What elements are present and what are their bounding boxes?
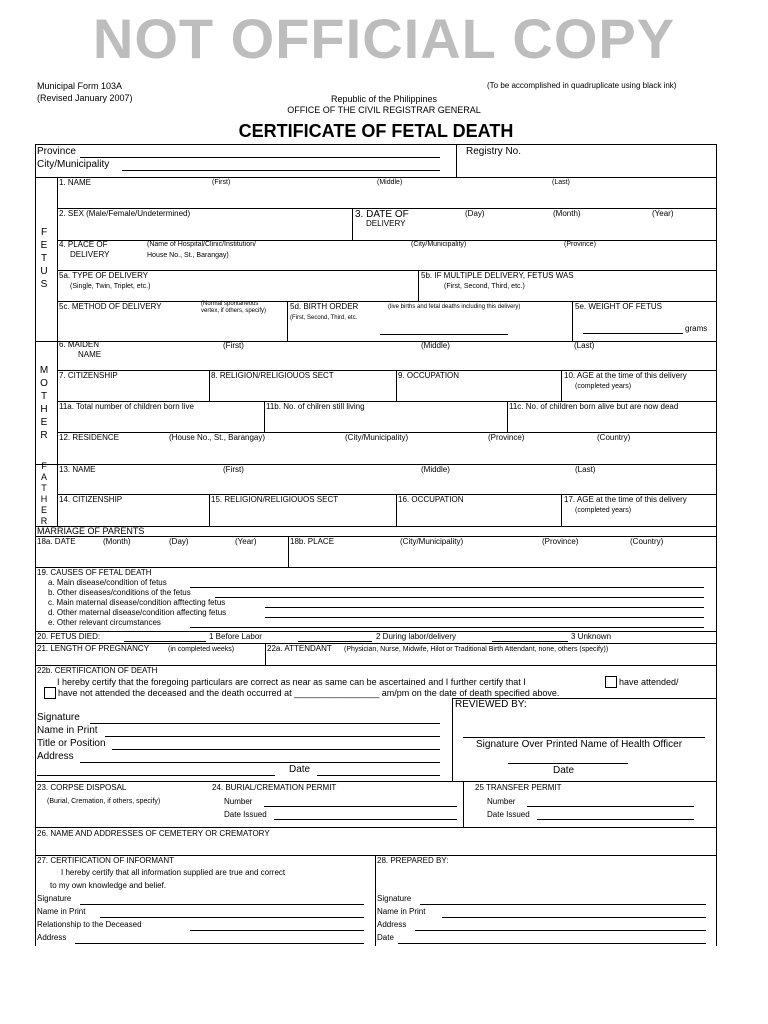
prepared-heading: 28. PREPARED BY: xyxy=(377,856,449,865)
informant-line1: I hereby certify that all information supplied are true and correct xyxy=(61,868,286,877)
registry-divider xyxy=(456,144,457,177)
fetus-order-hint: (live births and fetal deaths including this delivery) xyxy=(388,304,521,310)
informant-line2: to my own knowledge and belief. xyxy=(50,881,167,890)
fetus-middle-hint: (Middle) xyxy=(377,179,403,186)
burial-number-field[interactable] xyxy=(264,806,457,807)
province-label: Province xyxy=(37,146,76,157)
mother-last-hint: (Last) xyxy=(574,341,595,350)
father-citizenship-label: 14. CITIZENSHIP xyxy=(59,495,123,504)
marriage-year-hint: (Year) xyxy=(235,537,257,546)
transfer-permit-label: 25 TRANSFER PERMIT xyxy=(475,783,562,792)
col-line xyxy=(418,270,419,301)
informant-signature-label: Signature xyxy=(37,894,72,903)
frame-right xyxy=(716,144,717,946)
registry-no-label: Registry No. xyxy=(466,146,522,157)
col-line xyxy=(452,698,453,781)
cause-a-label: a. Main disease/condition of fetus xyxy=(48,578,167,587)
marriage-place-label: 18b. PLACE xyxy=(290,537,335,546)
fetus-multiple-hint: (First, Second, Third, etc.) xyxy=(444,283,525,290)
corpse-disposal-label: 23. CORPSE DISPOSAL xyxy=(37,783,127,792)
cause-c-label: c. Main maternal disease/condition afftecting fetus xyxy=(48,598,226,607)
prepared-signature-label: Signature xyxy=(377,894,412,903)
officer-signature-label: Signature Over Printed Name of Health Officer xyxy=(476,739,683,750)
fetus-pod-province: (Province) xyxy=(564,241,596,248)
prepared-address-label: Address xyxy=(377,920,407,929)
form-title: CERTIFICATE OF FETAL DEATH xyxy=(238,121,514,141)
died-before-label: 1 Before Labor xyxy=(209,632,262,641)
cert-name-label: Name in Print xyxy=(37,725,98,736)
prepared-address-field[interactable] xyxy=(415,930,706,931)
watermark: NOT OFFICIAL COPY xyxy=(92,7,676,70)
fetus-order-hint2: (First, Second, Third, etc. xyxy=(290,315,358,321)
mother-age-hint: (completed years) xyxy=(575,383,632,390)
mother-residence-label: 12. RESIDENCE xyxy=(59,433,120,442)
have-attended-label: have attended/ xyxy=(619,677,679,687)
fetus-order-label: 5d. BIRTH ORDER xyxy=(290,302,359,311)
fetus-dod-label2: DELIVERY xyxy=(366,219,406,228)
fetus-name-label: 1. NAME xyxy=(59,178,92,187)
residence-city-hint: (City/Municipality) xyxy=(345,433,409,442)
fetus-pod-label: 4. PLACE OF xyxy=(59,240,108,249)
burial-date-field[interactable] xyxy=(274,819,457,820)
officer-signature-field[interactable] xyxy=(463,737,705,738)
col-line xyxy=(265,643,266,665)
marriage-country-hint: (Country) xyxy=(630,537,664,546)
frame-left xyxy=(35,144,36,946)
col-line xyxy=(507,401,508,432)
cause-d-label: d. Other maternal disease/condition affecting fetus xyxy=(48,608,227,617)
cert-address-field2[interactable] xyxy=(37,775,275,776)
causes-heading: 19. CAUSES OF FETAL DEATH xyxy=(37,568,152,577)
certification-heading: 22b. CERTIFICATION OF DEATH xyxy=(37,666,158,675)
prepared-date-label: Date xyxy=(377,933,394,942)
fetus-type-label: 5a. TYPE OF DELIVERY xyxy=(59,271,149,280)
fetus-first-hint: (First) xyxy=(212,179,231,186)
republic-label: Republic of the Philippines xyxy=(330,94,438,104)
cert-name-field[interactable] xyxy=(105,736,440,737)
fetus-died-label: 20. FETUS DIED: xyxy=(37,632,101,641)
burial-number-label: Number xyxy=(224,797,253,806)
prepared-name-field[interactable] xyxy=(442,917,706,918)
have-not-attended-checkbox[interactable] xyxy=(44,687,56,699)
cert-title-field[interactable] xyxy=(112,749,440,750)
col-line xyxy=(396,370,397,401)
informant-address-field[interactable] xyxy=(75,943,364,944)
officer-date-field[interactable] xyxy=(508,763,628,764)
col-line xyxy=(264,401,265,432)
province-field[interactable] xyxy=(80,157,440,158)
cert-signature-label: Signature xyxy=(37,712,80,723)
mother-first-hint: (First) xyxy=(223,341,244,350)
mother-religion-label: 8. RELIGION/RELIGIOUOS SECT xyxy=(211,371,334,380)
fetus-year-hint: (Year) xyxy=(652,209,674,218)
cert-address-field[interactable] xyxy=(80,762,440,763)
certification-line2: have not attended the deceased and the death occurred at _________________ am/pm on the date of death specified above. xyxy=(58,688,560,698)
burial-permit-label: 24. BURIAL/CREMATION PERMIT xyxy=(212,783,337,792)
fetus-weight-label: 5e. WEIGHT OF FETUS xyxy=(575,302,662,311)
col-line xyxy=(463,781,464,827)
mother-maiden-label: 6. MAIDEN xyxy=(59,340,100,349)
died-unknown-field[interactable] xyxy=(492,641,568,642)
informant-signature-field[interactable] xyxy=(80,904,364,905)
revised-date: (Revised January 2007) xyxy=(37,93,133,103)
ink-instruction: (To be accomplished in quadruplicate using black ink) xyxy=(487,81,677,90)
died-unknown-label: 3 Unknown xyxy=(571,632,612,641)
transfer-number-field[interactable] xyxy=(527,806,694,807)
residence-house-hint: (House No., St., Barangay) xyxy=(169,433,266,442)
father-occupation-label: 16. OCCUPATION xyxy=(398,495,464,504)
form-number: Municipal Form 103A xyxy=(37,81,123,91)
transfer-date-label: Date Issued xyxy=(487,810,530,819)
informant-relationship-field[interactable] xyxy=(190,930,364,931)
fetus-multiple-label: 5b. IF MULTIPLE DELIVERY, FETUS WAS xyxy=(421,271,574,280)
marriage-province-hint: (Province) xyxy=(542,537,579,546)
cause-a-field[interactable] xyxy=(190,587,704,588)
father-religion-label: 15. RELIGION/RELIGIOUOS SECT xyxy=(211,495,339,504)
section-line xyxy=(35,827,716,828)
fetus-side-divider xyxy=(57,177,58,341)
marriage-date-label: 18a. DATE xyxy=(37,537,76,546)
row-line xyxy=(35,536,716,537)
section-line xyxy=(35,341,716,342)
attendant-label: 22a. ATTENDANT xyxy=(267,644,332,653)
cert-title-label: Title or Position xyxy=(37,738,106,749)
father-side-divider xyxy=(57,464,58,526)
father-middle-hint: (Middle) xyxy=(421,465,450,474)
col-line xyxy=(287,301,288,341)
prepared-date-field[interactable] xyxy=(398,943,706,944)
father-age-label: 17. AGE at the time of this delivery xyxy=(564,495,687,504)
col-line xyxy=(396,494,397,526)
section-line xyxy=(35,781,716,782)
informant-name-field[interactable] xyxy=(100,917,364,918)
header-bottom-line xyxy=(35,177,716,178)
died-during-field[interactable] xyxy=(298,641,372,642)
cause-d-field[interactable] xyxy=(265,617,704,618)
col-line xyxy=(572,301,573,341)
pregnancy-hint: (in completed weeks) xyxy=(168,646,235,653)
fetus-method-hint2: vertex, if others, specify) xyxy=(201,308,267,314)
cause-b-field[interactable] xyxy=(215,597,704,598)
residence-province-hint: (Province) xyxy=(488,433,525,442)
section-line xyxy=(35,464,716,465)
informant-heading: 27. CERTIFICATION OF INFORMANT xyxy=(37,856,175,865)
prepared-name-label: Name in Print xyxy=(377,907,426,916)
transfer-number-label: Number xyxy=(487,797,516,806)
col-line xyxy=(209,370,210,401)
col-line xyxy=(352,208,353,240)
have-attended-checkbox[interactable] xyxy=(605,676,617,688)
fetus-method-hint1: (Normal spontaneous xyxy=(201,301,259,307)
informant-relationship-label: Relationship to the Deceased xyxy=(37,920,142,929)
fetus-month-hint: (Month) xyxy=(553,209,581,218)
officer-date-label: Date xyxy=(553,765,575,776)
row-line xyxy=(57,270,716,271)
died-during-label: 2 During labor/delivery xyxy=(376,632,457,641)
marriage-city-hint: (City/Municipality) xyxy=(400,537,464,546)
father-last-hint: (Last) xyxy=(575,465,596,474)
fetus-pod-city: (City/Municipality) xyxy=(411,241,467,248)
informant-name-label: Name in Print xyxy=(37,907,86,916)
father-name-label: 13. NAME xyxy=(59,465,96,474)
pregnancy-label: 21. LENGTH OF PREGNANCY xyxy=(37,644,150,653)
cemetery-label: 26. NAME AND ADDRESSES OF CEMETERY OR CREMATORY xyxy=(37,829,270,838)
fetus-type-hint: (Single, Twin, Triplet, etc.) xyxy=(70,283,151,290)
fetus-day-hint: (Day) xyxy=(465,209,485,218)
children-born-alive-label: 11a. Total number of children born live xyxy=(59,402,194,411)
died-before-field[interactable] xyxy=(124,641,206,642)
marriage-heading: MARRIAGE OF PARENTS xyxy=(37,526,145,536)
certification-line1: I hereby certify that the foregoing particulars are correct as near as same can be ascertained and I further certify that I xyxy=(57,677,526,687)
burial-date-label: Date Issued xyxy=(224,810,267,819)
office-label: OFFICE OF THE CIVIL REGISTRAR GENERAL xyxy=(287,105,481,115)
prepared-signature-field[interactable] xyxy=(420,904,706,905)
informant-address-label: Address xyxy=(37,933,67,942)
marriage-day-hint: (Day) xyxy=(169,537,189,546)
col-line xyxy=(288,536,289,567)
father-age-hint: (completed years) xyxy=(575,507,632,514)
col-line xyxy=(375,855,376,946)
mother-side-divider xyxy=(57,341,58,464)
mother-age-label: 10. AGE at the time of this delivery xyxy=(564,371,687,380)
col-line xyxy=(561,494,562,526)
city-field[interactable] xyxy=(122,170,440,171)
fetus-sex-label: 2. SEX (Male/Female/Undetermined) xyxy=(59,209,191,218)
mother-middle-hint: (Middle) xyxy=(421,341,450,350)
cause-c-field[interactable] xyxy=(265,607,704,608)
cause-b-label: b. Other diseases/conditions of the fetus xyxy=(48,588,191,597)
children-living-label: 11b. No. of chilren still living xyxy=(266,402,365,411)
attendant-hint: (Physician, Nurse, Midwife, Hilot or Traditional Birth Attendant, none, others (specify)) xyxy=(344,646,609,653)
mother-occupation-label: 9. OCCUPATION xyxy=(398,371,460,380)
birth-order-field[interactable] xyxy=(380,334,508,335)
children-dead-label: 11c. No. of children born alive but are now dead xyxy=(509,402,679,411)
fetus-dod-label: 3. DATE OF xyxy=(355,209,409,220)
marriage-month-hint: (Month) xyxy=(103,537,131,546)
mother-maiden-label2: NAME xyxy=(78,350,102,359)
city-label: City/Municipality xyxy=(37,159,110,170)
grams-label: grams xyxy=(685,324,708,333)
cause-e-label: e. Other relevant circumstances xyxy=(48,618,161,627)
fetus-pod-hint2: House No., St., Barangay) xyxy=(147,252,229,259)
cause-e-field[interactable] xyxy=(190,627,704,628)
father-first-hint: (First) xyxy=(223,465,244,474)
residence-country-hint: (Country) xyxy=(597,433,631,442)
fetus-method-label: 5c. METHOD OF DELIVERY xyxy=(59,302,162,311)
mother-citizenship-label: 7. CITIZENSHIP xyxy=(59,371,118,380)
weight-field[interactable] xyxy=(583,333,683,334)
cert-date-field[interactable] xyxy=(317,775,440,776)
cert-signature-field[interactable] xyxy=(90,723,440,724)
cert-date-label: Date xyxy=(289,764,311,775)
fetus-pod-label2: DELIVERY xyxy=(70,250,110,259)
reviewed-by-label: REVIEWED BY: xyxy=(455,699,527,710)
corpse-disposal-hint: (Burial, Cremation, if others, specify) xyxy=(47,798,161,805)
col-line xyxy=(561,370,562,401)
col-line xyxy=(209,494,210,526)
cert-address-label: Address xyxy=(37,751,74,762)
transfer-date-field[interactable] xyxy=(537,819,694,820)
frame-top xyxy=(35,144,716,145)
fetus-last-hint: (Last) xyxy=(552,179,570,186)
fetus-pod-hint1: (Name of Hospital/Clinic/Institution/ xyxy=(147,241,256,248)
